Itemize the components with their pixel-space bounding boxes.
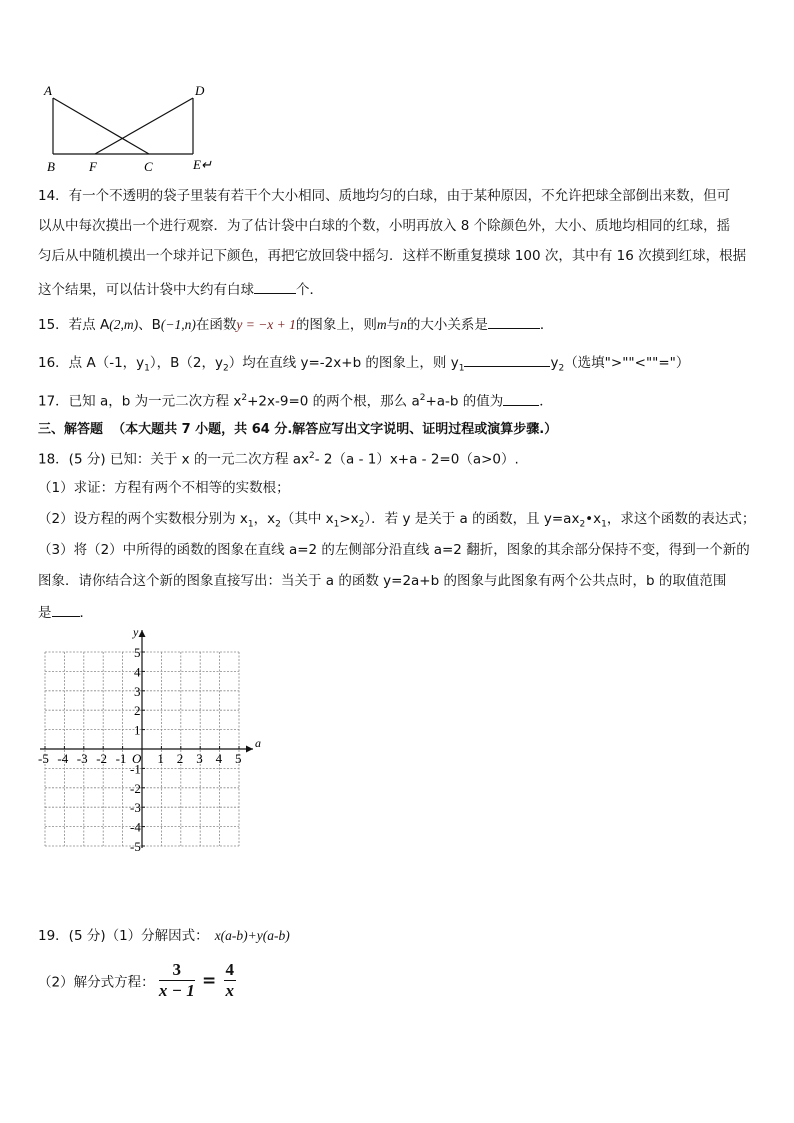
label-B: B: [47, 159, 55, 174]
y-tick-label: 1: [134, 722, 141, 738]
x-axis-label: a: [255, 736, 261, 750]
q18-part1: （1）求证：方程有两个不相等的实数根；: [38, 480, 290, 496]
y-tick-label: -4: [130, 819, 141, 835]
label-C: C: [144, 159, 153, 174]
x-tick-label: -5: [38, 751, 49, 766]
y-tick-label: 5: [134, 645, 141, 660]
y-tick-label: 4: [134, 664, 141, 680]
y-tick-label: -3: [130, 800, 141, 816]
x-tick-label: -4: [57, 751, 69, 766]
q15: 15．若点 A(2,m)、B(−1,n)在函数y = −x + 1的图象上，则m与n的大小关系是 ．: [38, 314, 553, 335]
origin-label: O: [132, 751, 142, 766]
y-tick-label: -2: [130, 780, 141, 796]
answer-blank[interactable]: [488, 314, 540, 329]
fraction-right: $\frac{4}{x}$: [225, 960, 235, 1000]
q19-part2: （2）解分式方程： $\frac{3}{x - 1}$ = $\frac{4}{x}$: [38, 960, 235, 1000]
x-tick-label: -3: [76, 751, 88, 766]
q19-part1: 19．(5 分)（1）分解因式： x(a-b)+y(a-b): [38, 928, 290, 944]
y-axis-arrow: [139, 630, 146, 637]
y-axis-label: y: [133, 625, 139, 639]
q18-part3-line2: 图象．请你结合这个新的图象直接写出：当关于 a 的函数 y=2a+b 的图象与此图象有两个公共点时，b 的取值范围: [38, 573, 727, 589]
y-tick-label: -5: [130, 839, 141, 854]
q18-stem: 18．(5 分) 已知：关于 x 的一元二次方程 $ax^2-$ 2（a - 1）x+a - 2=0（a>0）.: [38, 451, 519, 468]
q14-line1: 14．有一个不透明的袋子里装有若干个大小相同、质地均匀的白球，由于某种原因，不允许把球全部倒出来数，但可: [38, 188, 731, 204]
q18-part3-line1: （3）将（2）中所得的函数的图象在直线 a=2 的左侧部分沿直线 a=2 翻折，图象的其余部分保持不变，得到一个新的: [38, 542, 750, 558]
coordinate-grid: [38, 624, 270, 854]
geometry-figure: [38, 80, 228, 175]
q14-line4: 这个结果，可以估计袋中大约有白球 个．: [38, 279, 323, 300]
q17: 17．已知 a，b 为一元二次方程 $x^2+2x-9=0$ 的两个根，那么 $a^2+a-b$ 的值为 ．: [38, 388, 553, 412]
q18-part2: （2）设方程的两个实数根分别为 $x_1$，$x_2$（其中 $x_1>x_2$）．若 y 是关于 a 的函数，且 $y=ax_2•x_1$，求这个函数的表达式；: [38, 511, 756, 530]
answer-blank[interactable]: [254, 279, 296, 294]
label-E: E↵: [193, 157, 212, 172]
label-F: F: [89, 159, 97, 174]
section-heading: 三、解答题 （本大题共 7 小题，共 64 分.解答应写出文字说明、证明过程或演算步骤.）: [38, 422, 558, 437]
answer-blank[interactable]: [503, 391, 539, 406]
x-tick-label: 5: [235, 751, 242, 766]
x-axis-arrow: [246, 746, 253, 753]
answer-blank[interactable]: [464, 352, 550, 367]
answer-blank[interactable]: [52, 602, 80, 617]
q18-part3-line3: 是 ．: [38, 602, 93, 623]
fraction-left: $\frac{3}{x - 1}$: [158, 960, 195, 1000]
label-D: D: [195, 83, 205, 98]
y-tick-label: -1: [130, 761, 141, 777]
x-tick-label: 1: [157, 751, 164, 766]
q14-line3: 匀后从中随机摸出一个球并记下颜色，再把它放回袋中摇匀．这样不断重复摸球 100 次，其中有 16 次摸到红球，根据: [38, 248, 747, 264]
y-tick-label: 2: [134, 703, 141, 719]
x-tick-label: 3: [196, 751, 203, 766]
y-tick-label: 3: [134, 683, 141, 699]
x-tick-label: 4: [215, 751, 223, 766]
label-A: A: [44, 83, 52, 98]
x-tick-label: 2: [176, 751, 184, 766]
x-tick-label: -2: [96, 751, 108, 766]
q16: 16．点 A（-1，$y_1$），B（2，$y_2$）均在直线 y=-2x+b 的图象上，则 $y_1$ $y_2$（选填">""<""="）: [38, 352, 689, 379]
x-tick-label: -1: [115, 751, 127, 766]
q14-line2: 以从中每次摸出一个进行观察．为了估计袋中白球的个数，小明再放入 8 个除颜色外，大小、质地均相同的红球，摇: [38, 218, 731, 234]
